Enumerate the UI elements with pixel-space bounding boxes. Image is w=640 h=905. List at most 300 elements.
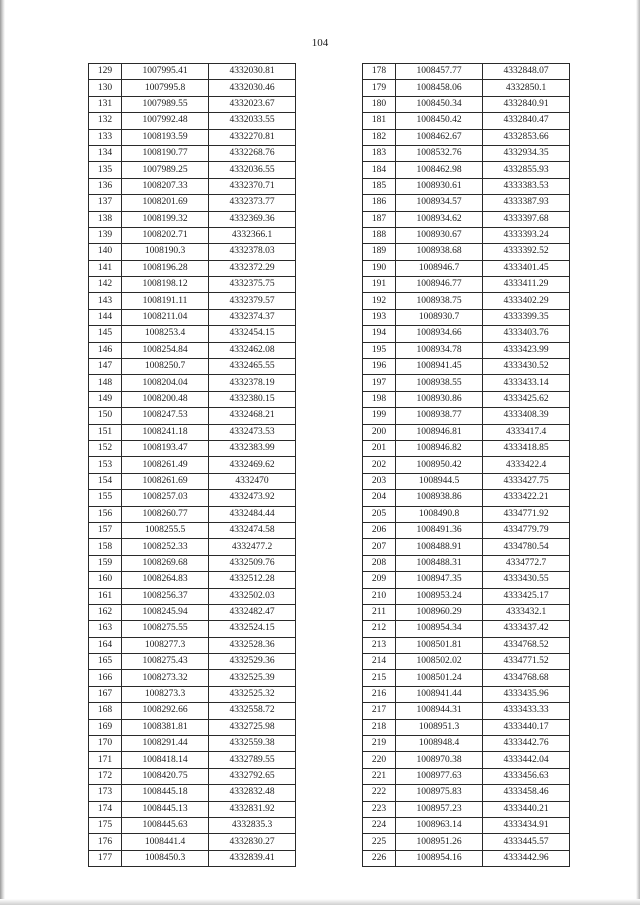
x-coordinate-cell: 1008941.45 [396, 359, 483, 375]
point-number-cell: 131 [89, 96, 122, 112]
point-number-cell: 171 [89, 752, 122, 768]
table-row [363, 129, 570, 145]
y-coordinate-cell: 4333433.33 [483, 703, 570, 719]
y-coordinate-cell: 4333445.57 [483, 834, 570, 850]
table-row [363, 801, 570, 817]
y-coordinate-cell: 4332473.92 [209, 490, 296, 506]
y-coordinate-cell: 4332468.21 [209, 408, 296, 424]
point-number-cell: 187 [363, 211, 396, 227]
point-number-cell: 198 [363, 391, 396, 407]
point-number-cell: 192 [363, 293, 396, 309]
x-coordinate-cell: 1008957.23 [396, 801, 483, 817]
point-number-cell: 222 [363, 785, 396, 801]
y-coordinate-cell: 4334780.54 [483, 539, 570, 555]
y-coordinate-cell: 4332270.81 [209, 129, 296, 145]
point-number-cell: 139 [89, 227, 122, 243]
point-number-cell: 219 [363, 736, 396, 752]
y-coordinate-cell: 4332848.07 [483, 64, 570, 80]
x-coordinate-cell: 1007995.8 [122, 80, 209, 96]
point-number-cell: 205 [363, 506, 396, 522]
table-row [363, 293, 570, 309]
x-coordinate-cell: 1008462.67 [396, 129, 483, 145]
point-number-cell: 226 [363, 850, 396, 866]
point-number-cell: 172 [89, 768, 122, 784]
x-coordinate-cell: 1008930.86 [396, 391, 483, 407]
point-number-cell: 150 [89, 408, 122, 424]
point-number-cell: 212 [363, 621, 396, 637]
y-coordinate-cell: 4332529.36 [209, 654, 296, 670]
table-row [363, 785, 570, 801]
x-coordinate-cell: 1008532.76 [396, 145, 483, 161]
x-coordinate-cell: 1008938.86 [396, 490, 483, 506]
table-row [363, 391, 570, 407]
x-coordinate-cell: 1008954.16 [396, 850, 483, 866]
x-coordinate-cell: 1008488.31 [396, 555, 483, 571]
y-coordinate-cell: 4332525.39 [209, 670, 296, 686]
y-coordinate-cell: 4332840.47 [483, 113, 570, 129]
y-coordinate-cell: 4332470 [209, 473, 296, 489]
coordinates-table-left-body [89, 64, 296, 867]
point-number-cell: 140 [89, 244, 122, 260]
y-coordinate-cell: 4332375.75 [209, 277, 296, 293]
y-coordinate-cell: 4333397.68 [483, 211, 570, 227]
point-number-cell: 135 [89, 162, 122, 178]
table-row [363, 64, 570, 80]
table-row [363, 539, 570, 555]
y-coordinate-cell: 4332509.76 [209, 555, 296, 571]
table-row [89, 244, 296, 260]
table-row [363, 162, 570, 178]
x-coordinate-cell: 1008938.68 [396, 244, 483, 260]
y-coordinate-cell: 4333440.21 [483, 801, 570, 817]
y-coordinate-cell: 4333434.91 [483, 817, 570, 833]
point-number-cell: 167 [89, 686, 122, 702]
y-coordinate-cell: 4333401.45 [483, 260, 570, 276]
table-row [363, 211, 570, 227]
x-coordinate-cell: 1008462.98 [396, 162, 483, 178]
x-coordinate-cell: 1008938.75 [396, 293, 483, 309]
table-row [89, 703, 296, 719]
y-coordinate-cell: 4332380.15 [209, 391, 296, 407]
x-coordinate-cell: 1008256.37 [122, 588, 209, 604]
y-coordinate-cell: 4333425.62 [483, 391, 570, 407]
point-number-cell: 210 [363, 588, 396, 604]
y-coordinate-cell: 4332484.44 [209, 506, 296, 522]
point-number-cell: 203 [363, 473, 396, 489]
y-coordinate-cell: 4332036.55 [209, 162, 296, 178]
x-coordinate-cell: 1008381.81 [122, 719, 209, 735]
y-coordinate-cell: 4332855.93 [483, 162, 570, 178]
table-row [363, 326, 570, 342]
table-row [89, 195, 296, 211]
table-row [89, 768, 296, 784]
point-number-cell: 162 [89, 604, 122, 620]
table-row [89, 326, 296, 342]
x-coordinate-cell: 1008501.81 [396, 637, 483, 653]
x-coordinate-cell: 1007989.25 [122, 162, 209, 178]
scan-edge-left [0, 0, 5, 905]
table-row [363, 588, 570, 604]
table-row [363, 621, 570, 637]
point-number-cell: 148 [89, 375, 122, 391]
point-number-cell: 201 [363, 440, 396, 456]
y-coordinate-cell: 4332465.55 [209, 359, 296, 375]
y-coordinate-cell: 4332366.1 [209, 227, 296, 243]
x-coordinate-cell: 1008201.69 [122, 195, 209, 211]
table-row [89, 260, 296, 276]
table-row [89, 490, 296, 506]
table-row [363, 834, 570, 850]
x-coordinate-cell: 1008275.55 [122, 621, 209, 637]
x-coordinate-cell: 1007995.41 [122, 64, 209, 80]
x-coordinate-cell: 1008946.77 [396, 277, 483, 293]
x-coordinate-cell: 1008190.77 [122, 145, 209, 161]
point-number-cell: 147 [89, 359, 122, 375]
table-row [89, 64, 296, 80]
point-number-cell: 133 [89, 129, 122, 145]
x-coordinate-cell: 1008245.94 [122, 604, 209, 620]
table-row [363, 342, 570, 358]
x-coordinate-cell: 1008944.31 [396, 703, 483, 719]
point-number-cell: 144 [89, 309, 122, 325]
x-coordinate-cell: 1008193.47 [122, 440, 209, 456]
x-coordinate-cell: 1008944.5 [396, 473, 483, 489]
x-coordinate-cell: 1008938.55 [396, 375, 483, 391]
coordinates-table-left [88, 63, 296, 867]
x-coordinate-cell: 1008418.14 [122, 752, 209, 768]
y-coordinate-cell: 4332528.36 [209, 637, 296, 653]
x-coordinate-cell: 1008211.04 [122, 309, 209, 325]
point-number-cell: 220 [363, 752, 396, 768]
x-coordinate-cell: 1008934.57 [396, 195, 483, 211]
point-number-cell: 166 [89, 670, 122, 686]
table-row [89, 391, 296, 407]
point-number-cell: 218 [363, 719, 396, 735]
x-coordinate-cell: 1008250.7 [122, 359, 209, 375]
table-row [89, 736, 296, 752]
x-coordinate-cell: 1008191.11 [122, 293, 209, 309]
scan-edge-bottom [0, 899, 640, 905]
point-number-cell: 137 [89, 195, 122, 211]
y-coordinate-cell: 4333425.17 [483, 588, 570, 604]
x-coordinate-cell: 1008946.81 [396, 424, 483, 440]
y-coordinate-cell: 4333402.29 [483, 293, 570, 309]
point-number-cell: 196 [363, 359, 396, 375]
point-number-cell: 223 [363, 801, 396, 817]
table-row [363, 752, 570, 768]
x-coordinate-cell: 1008458.06 [396, 80, 483, 96]
y-coordinate-cell: 4332474.58 [209, 522, 296, 538]
table-row [363, 277, 570, 293]
y-coordinate-cell: 4332030.46 [209, 80, 296, 96]
table-row [89, 211, 296, 227]
table-row [89, 719, 296, 735]
y-coordinate-cell: 4332832.48 [209, 785, 296, 801]
table-row [89, 178, 296, 194]
x-coordinate-cell: 1008269.68 [122, 555, 209, 571]
y-coordinate-cell: 4332268.76 [209, 145, 296, 161]
x-coordinate-cell: 1007992.48 [122, 113, 209, 129]
table-row [89, 277, 296, 293]
y-coordinate-cell: 4333437.42 [483, 621, 570, 637]
point-number-cell: 214 [363, 654, 396, 670]
y-coordinate-cell: 4333432.1 [483, 604, 570, 620]
point-number-cell: 164 [89, 637, 122, 653]
y-coordinate-cell: 4332023.67 [209, 96, 296, 112]
point-number-cell: 208 [363, 555, 396, 571]
table-row [89, 440, 296, 456]
x-coordinate-cell: 1008445.18 [122, 785, 209, 801]
y-coordinate-cell: 4332370.71 [209, 178, 296, 194]
x-coordinate-cell: 1008951.3 [396, 719, 483, 735]
point-number-cell: 184 [363, 162, 396, 178]
y-coordinate-cell: 4333430.52 [483, 359, 570, 375]
point-number-cell: 186 [363, 195, 396, 211]
x-coordinate-cell: 1008502.02 [396, 654, 483, 670]
point-number-cell: 157 [89, 522, 122, 538]
x-coordinate-cell: 1008963.14 [396, 817, 483, 833]
point-number-cell: 149 [89, 391, 122, 407]
x-coordinate-cell: 1008946.7 [396, 260, 483, 276]
x-coordinate-cell: 1008445.13 [122, 801, 209, 817]
coordinates-table-right [362, 63, 570, 867]
y-coordinate-cell: 4332850.1 [483, 80, 570, 96]
x-coordinate-cell: 1008488.91 [396, 539, 483, 555]
x-coordinate-cell: 1008257.03 [122, 490, 209, 506]
point-number-cell: 169 [89, 719, 122, 735]
x-coordinate-cell: 1008445.63 [122, 817, 209, 833]
table-row [363, 309, 570, 325]
table-row [363, 637, 570, 653]
y-coordinate-cell: 4334771.52 [483, 654, 570, 670]
y-coordinate-cell: 4334771.92 [483, 506, 570, 522]
table-row [363, 227, 570, 243]
y-coordinate-cell: 4332789.55 [209, 752, 296, 768]
table-row [89, 539, 296, 555]
x-coordinate-cell: 1008441.4 [122, 834, 209, 850]
x-coordinate-cell: 1008254.84 [122, 342, 209, 358]
y-coordinate-cell: 4333399.35 [483, 309, 570, 325]
point-number-cell: 199 [363, 408, 396, 424]
table-row [363, 817, 570, 833]
y-coordinate-cell: 4332462.08 [209, 342, 296, 358]
point-number-cell: 217 [363, 703, 396, 719]
table-row [89, 408, 296, 424]
table-row [89, 309, 296, 325]
y-coordinate-cell: 4332839.41 [209, 850, 296, 866]
point-number-cell: 213 [363, 637, 396, 653]
point-number-cell: 145 [89, 326, 122, 342]
y-coordinate-cell: 4332379.57 [209, 293, 296, 309]
x-coordinate-cell: 1008291.44 [122, 736, 209, 752]
table-row [89, 572, 296, 588]
point-number-cell: 161 [89, 588, 122, 604]
point-number-cell: 189 [363, 244, 396, 260]
point-number-cell: 224 [363, 817, 396, 833]
table-row [89, 80, 296, 96]
table-row [89, 506, 296, 522]
point-number-cell: 158 [89, 539, 122, 555]
y-coordinate-cell: 4333427.75 [483, 473, 570, 489]
point-number-cell: 174 [89, 801, 122, 817]
point-number-cell: 216 [363, 686, 396, 702]
table-row [89, 670, 296, 686]
y-coordinate-cell: 4333435.96 [483, 686, 570, 702]
y-coordinate-cell: 4332831.92 [209, 801, 296, 817]
x-coordinate-cell: 1008501.24 [396, 670, 483, 686]
x-coordinate-cell: 1008264.83 [122, 572, 209, 588]
point-number-cell: 130 [89, 80, 122, 96]
y-coordinate-cell: 4332378.19 [209, 375, 296, 391]
x-coordinate-cell: 1008948.4 [396, 736, 483, 752]
y-coordinate-cell: 4334779.79 [483, 522, 570, 538]
y-coordinate-cell: 4332792.65 [209, 768, 296, 784]
x-coordinate-cell: 1008934.78 [396, 342, 483, 358]
y-coordinate-cell: 4332033.55 [209, 113, 296, 129]
x-coordinate-cell: 1008960.29 [396, 604, 483, 620]
y-coordinate-cell: 4332725.98 [209, 719, 296, 735]
y-coordinate-cell: 4333422.21 [483, 490, 570, 506]
table-row [363, 670, 570, 686]
y-coordinate-cell: 4333430.55 [483, 572, 570, 588]
y-coordinate-cell: 4333387.93 [483, 195, 570, 211]
point-number-cell: 143 [89, 293, 122, 309]
point-number-cell: 159 [89, 555, 122, 571]
x-coordinate-cell: 1008255.5 [122, 522, 209, 538]
table-row [363, 244, 570, 260]
x-coordinate-cell: 1008241.18 [122, 424, 209, 440]
y-coordinate-cell: 4333433.14 [483, 375, 570, 391]
y-coordinate-cell: 4332482.47 [209, 604, 296, 620]
table-row [363, 424, 570, 440]
y-coordinate-cell: 4332030.81 [209, 64, 296, 80]
x-coordinate-cell: 1007989.55 [122, 96, 209, 112]
x-coordinate-cell: 1008934.62 [396, 211, 483, 227]
table-row [363, 260, 570, 276]
table-row [89, 162, 296, 178]
table-row [363, 555, 570, 571]
y-coordinate-cell: 4333458.46 [483, 785, 570, 801]
x-coordinate-cell: 1008930.67 [396, 227, 483, 243]
point-number-cell: 200 [363, 424, 396, 440]
y-coordinate-cell: 4332469.62 [209, 457, 296, 473]
y-coordinate-cell: 4333423.99 [483, 342, 570, 358]
y-coordinate-cell: 4332524.15 [209, 621, 296, 637]
table-row [363, 145, 570, 161]
x-coordinate-cell: 1008202.71 [122, 227, 209, 243]
y-coordinate-cell: 4333442.96 [483, 850, 570, 866]
table-row [363, 719, 570, 735]
x-coordinate-cell: 1008190.3 [122, 244, 209, 260]
table-row [363, 572, 570, 588]
y-coordinate-cell: 4333456.63 [483, 768, 570, 784]
point-number-cell: 179 [363, 80, 396, 96]
table-row [363, 375, 570, 391]
point-number-cell: 129 [89, 64, 122, 80]
x-coordinate-cell: 1008450.34 [396, 96, 483, 112]
table-row [89, 785, 296, 801]
x-coordinate-cell: 1008490.8 [396, 506, 483, 522]
x-coordinate-cell: 1008946.82 [396, 440, 483, 456]
table-row [89, 457, 296, 473]
table-row [89, 817, 296, 833]
y-coordinate-cell: 4334772.7 [483, 555, 570, 571]
y-coordinate-cell: 4332559.38 [209, 736, 296, 752]
table-row [89, 293, 296, 309]
x-coordinate-cell: 1008938.77 [396, 408, 483, 424]
point-number-cell: 177 [89, 850, 122, 866]
point-number-cell: 183 [363, 145, 396, 161]
x-coordinate-cell: 1008260.77 [122, 506, 209, 522]
x-coordinate-cell: 1008273.3 [122, 686, 209, 702]
y-coordinate-cell: 4333411.29 [483, 277, 570, 293]
point-number-cell: 138 [89, 211, 122, 227]
point-number-cell: 195 [363, 342, 396, 358]
y-coordinate-cell: 4332473.53 [209, 424, 296, 440]
point-number-cell: 132 [89, 113, 122, 129]
y-coordinate-cell: 4332373.77 [209, 195, 296, 211]
x-coordinate-cell: 1008450.42 [396, 113, 483, 129]
x-coordinate-cell: 1008954.34 [396, 621, 483, 637]
table-row [89, 227, 296, 243]
y-coordinate-cell: 4332369.36 [209, 211, 296, 227]
x-coordinate-cell: 1008970.38 [396, 752, 483, 768]
point-number-cell: 151 [89, 424, 122, 440]
point-number-cell: 206 [363, 522, 396, 538]
table-row [89, 522, 296, 538]
table-row [363, 506, 570, 522]
point-number-cell: 194 [363, 326, 396, 342]
table-row [89, 375, 296, 391]
y-coordinate-cell: 4333422.4 [483, 457, 570, 473]
x-coordinate-cell: 1008193.59 [122, 129, 209, 145]
x-coordinate-cell: 1008930.7 [396, 309, 483, 325]
y-coordinate-cell: 4333440.17 [483, 719, 570, 735]
point-number-cell: 136 [89, 178, 122, 194]
y-coordinate-cell: 4332835.3 [209, 817, 296, 833]
table-row [363, 654, 570, 670]
point-number-cell: 134 [89, 145, 122, 161]
point-number-cell: 204 [363, 490, 396, 506]
table-row [363, 703, 570, 719]
table-row [363, 768, 570, 784]
point-number-cell: 190 [363, 260, 396, 276]
y-coordinate-cell: 4333403.76 [483, 326, 570, 342]
x-coordinate-cell: 1008207.33 [122, 178, 209, 194]
table-row [363, 440, 570, 456]
table-row [363, 473, 570, 489]
point-number-cell: 191 [363, 277, 396, 293]
y-coordinate-cell: 4332512.28 [209, 572, 296, 588]
point-number-cell: 188 [363, 227, 396, 243]
point-number-cell: 178 [363, 64, 396, 80]
table-row [363, 686, 570, 702]
x-coordinate-cell: 1008261.49 [122, 457, 209, 473]
table-row [89, 588, 296, 604]
table-row [89, 850, 296, 866]
point-number-cell: 202 [363, 457, 396, 473]
y-coordinate-cell: 4332840.91 [483, 96, 570, 112]
y-coordinate-cell: 4332830.27 [209, 834, 296, 850]
point-number-cell: 173 [89, 785, 122, 801]
table-row [363, 80, 570, 96]
table-row [89, 834, 296, 850]
x-coordinate-cell: 1008198.12 [122, 277, 209, 293]
point-number-cell: 215 [363, 670, 396, 686]
table-row [89, 145, 296, 161]
point-number-cell: 182 [363, 129, 396, 145]
y-coordinate-cell: 4334768.68 [483, 670, 570, 686]
